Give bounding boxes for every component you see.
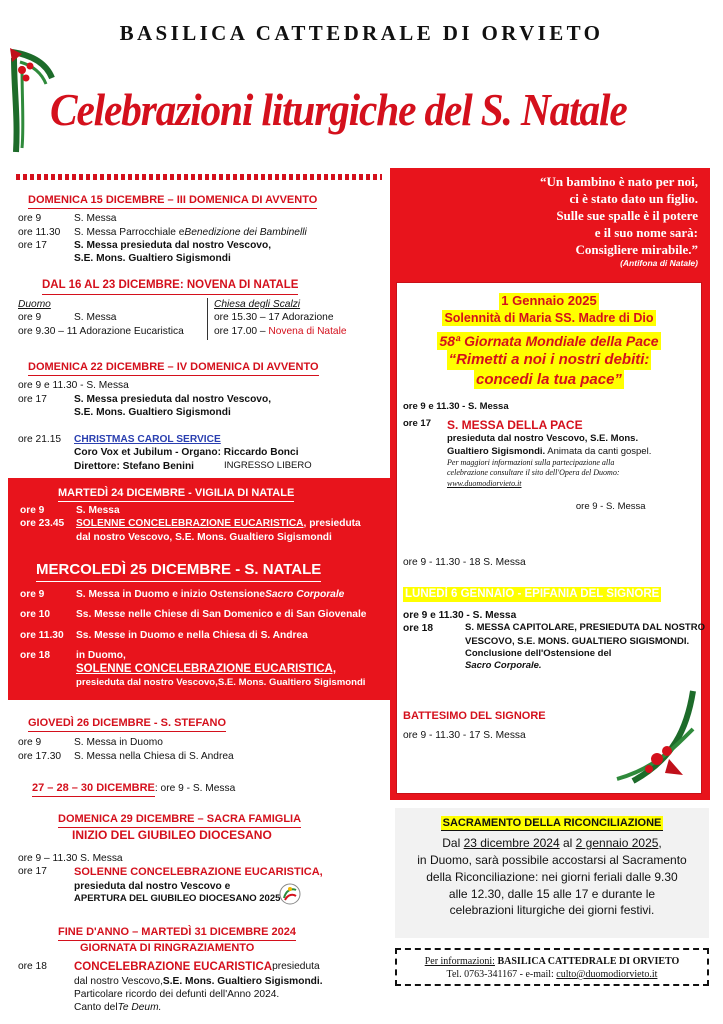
section-dec-22: DOMENICA 22 DICEMBRE – IV DOMENICA DI AVVENTO ore 9 e 11.30 - S. Messa ore 17 S. Messa presieduta dal nostro Vescovo, S.E. Mons. Gualtiero Sigismondi ore 21.15 CHRISTMAS CAROL SERVICE Coro Vox et Jubilum - Organo: Riccardo Bonci Direttore: Stefano Benini INGRESSO LIBERO: [18, 361, 319, 472]
section-heading: DOMENICA 22 DICEMBRE – IV DOMENICA DI AVVENTO: [28, 360, 319, 376]
section-heading: GIOVEDÌ 26 DICEMBRE - S. STEFANO: [28, 716, 226, 732]
section-heading: DAL 16 AL 23 DICEMBRE: NOVENA DI NATALE: [42, 278, 298, 295]
reconciliation-box: SACRAMENTO DELLA RICONCILIAZIONE Dal 23 dicembre 2024 al 2 gennaio 2025, in Duomo, sarà possibile accostarsi al Sacramento della Riconciliazione: nei giorni feriali dalle 9.30 alle 12.30, dalle 15 alle 17 e durante le celebrazioni liturgiche dei giorni festivi.: [395, 808, 709, 938]
holly-icon: [8, 48, 56, 158]
right-red-panel: [390, 168, 710, 800]
jubilee-logo-icon: [278, 882, 302, 906]
novena-scalzi: Chiesa degli Scalzi ore 15.30 – 17 Adorazione ore 17.00 – Novena di Natale: [214, 299, 347, 337]
section-heading: FINE D'ANNO – MARTEDÌ 31 DICEMBRE 2024: [58, 925, 296, 941]
dec-31-details: ore 18 CONCELEBRAZIONE EUCARISTICA presieduta dal nostro Vescovo, S.E. Mons. Gualtiero Sigismondi. Particolare ricordo dei defunti dell'Anno 2024. Canto del Te Deum.: [18, 961, 323, 1014]
page-title: BASILICA CATTEDRALE DI ORVIETO: [119, 21, 604, 45]
carol-service-link[interactable]: CHRISTMAS CAROL SERVICE: [74, 434, 221, 446]
section-heading: MERCOLEDÌ 25 DICEMBRE - S. NATALE: [36, 560, 321, 582]
email-link[interactable]: culto@duomodiorvieto.it: [556, 969, 658, 980]
page-subtitle: Celebrazioni liturgiche del S. Natale: [50, 84, 627, 135]
section-heading: DOMENICA 29 DICEMBRE – SACRA FAMIGLIA: [58, 812, 301, 828]
section-dec-26: GIOVEDÌ 26 DICEMBRE - S. STEFANO ore 9 S. Messa in Duomo ore 17.30 S. Messa nella Chiesa di S. Andrea: [18, 717, 234, 762]
section-heading: DOMENICA 15 DICEMBRE – III DOMENICA DI AVVENTO: [28, 193, 317, 209]
section-heading: MARTEDÌ 24 DICEMBRE - VIGILIA DI NATALE: [58, 486, 294, 502]
dotted-divider: [16, 174, 382, 180]
section-dec-31: FINE D'ANNO – MARTEDÌ 31 DICEMBRE 2024 GIORNATA DI RINGRAZIAMENTO: [58, 926, 296, 955]
christmas-red-box: MARTEDÌ 24 DICEMBRE - VIGILIA DI NATALE ore 9 S. Messa ore 23.45 SOLENNE CONCELEBRAZIONE EUCARISTICA , presieduta dal nostro Vescovo, S.E. Mons. Gualtiero Sigismondi MERCOLEDÌ 25 DICEMBRE - S. NATALE ore 9 S. Messa in Duomo e inizio Ostensione Sacro Corporale ore 10 Ss. Messe nelle Chiese di San Domenico e di San Giovenale ore 11.30 Ss. Messe in Duomo e nella Chiesa di S. Andrea ore 18 in Duomo, SOLENNE CONCELEBRAZIONE EUCARISTICA, presieduta dal nostro Vescovo,S.E. Mons. Gualtiero Sigismondi: [8, 478, 390, 700]
website-link[interactable]: www.duomodiorvieto.it: [447, 478, 522, 488]
section-dec-27-30: 27 – 28 – 30 DICEMBRE: ore 9 - S. Messa: [32, 781, 235, 797]
section-novena: [42, 278, 382, 295]
holly-icon: [613, 689, 697, 789]
info-box: Per informazioni: BASILICA CATTEDRALE DI ORVIETO Tel. 0763-341167 - e-mail: culto@duomodiorvieto.it: [395, 948, 709, 986]
novena-duomo: Duomo ore 9 S. Messa ore 9.30 – 11 Adorazione Eucaristica: [18, 298, 208, 340]
section-dec-15: DOMENICA 15 DICEMBRE – III DOMENICA DI AVVENTO ore 9 S. Messa ore 11.30 S. Messa Parrocchiale e Benedizione dei Bambinelli ore 17 S. Messa presieduta dal nostro Vescovo, S.E. Mons. Gualtiero Sigismondi: [18, 194, 318, 265]
section-dec-29: DOMENICA 29 DICEMBRE – SACRA FAMIGLIA INIZIO DEL GIUBILEO DIOCESANO: [58, 813, 302, 843]
quote-block: “Un bambino è nato per noi, ci è stato dato un figlio. Sulle sue spalle è il potere e il suo nome sarà: Consigliere mirabile.” (Antifona di Natale): [540, 174, 698, 269]
january-box: 1 Gennaio 2025 Solennità di Maria SS. Madre di Dio 58ª Giornata Mondiale della Pace “Rimetti a noi i nostri debiti: concedi la tua pace” ore 9 e 11.30 - S. Messa ore 17 S. MESSA DELLA PACE presieduta dal nostro Vescovo, S.E. Mons. Gualtiero Sigismondi. Animata da canti gospel. Per maggiori informazioni sulla partecipazione alla celebrazione consultare il sito dell'Opera del Duomo: www.duomodiorvieto.it GIOVEDÌ 2 - VENERDÌ 3 - SABATO 4: ore 9 - S. Messa DOMENICA 5 GENNAIO ore 9 - 11.30 - 18 S. Messa LUNEDÌ 6 GENNAIO - EPIFANIA DEL SIGNORE ore 9 e 11.30 - S. Messa ore 18 S. MESSA CAPITOLARE, PRESIEDUTA DAL NOSTRO VESCOVO, S.E. MONS. GUALTIERO SIGISMONDI. Conclusione dell'Ostensione del Sacro Corporale. DOMENICA 12 GENNAIO BATTESIMO DEL SIGNORE ore 9 - 11.30 - 17 S. Messa: [396, 282, 702, 794]
dec-29-details: ore 9 – 11.30 S. Messa ore 17 SOLENNE CONCELEBRAZIONE EUCARISTICA, presieduta dal nostro Vescovo e APERTURA DEL GIUBILEO DIOCESANO 2025: [18, 853, 323, 904]
